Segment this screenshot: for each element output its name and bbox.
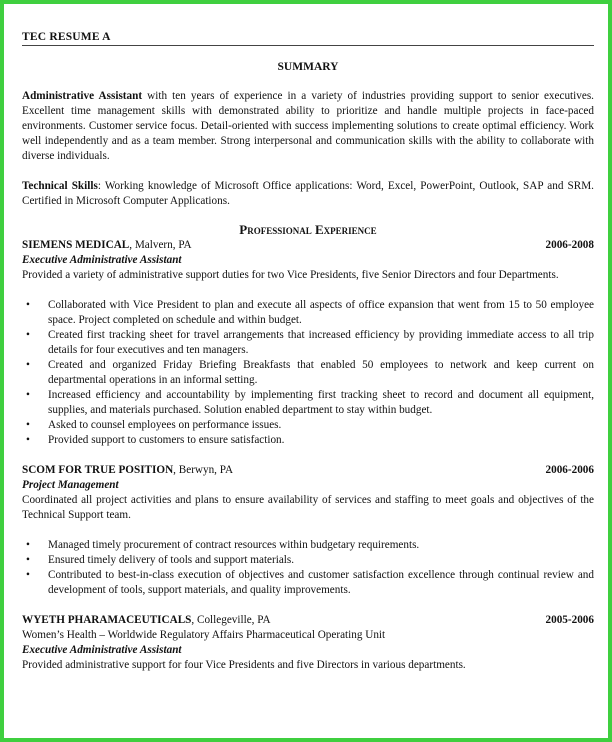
job-location: , Malvern, PA bbox=[129, 239, 192, 251]
document-title: TEC RESUME A bbox=[22, 30, 594, 46]
bullet-item: • Ensured timely delivery of tools and support materials. bbox=[22, 553, 594, 568]
job-description: Provided a variety of administrative support duties for two Vice Presidents, five Senior Directors and four Departments. bbox=[22, 269, 559, 281]
summary-paragraph bbox=[22, 89, 594, 164]
job-company: SIEMENS MEDICAL bbox=[22, 239, 130, 251]
bullet-item: • Managed timely procurement of contract resources within budgetary requirements. bbox=[22, 538, 594, 553]
summary-heading: SUMMARY bbox=[277, 61, 339, 73]
bullet-item: • Provided support to customers to ensure satisfaction. bbox=[22, 433, 594, 448]
summary-lead: Administrative Assistant bbox=[22, 90, 143, 102]
job-entry bbox=[22, 613, 594, 673]
resume-page bbox=[22, 30, 594, 673]
job-header bbox=[22, 463, 594, 478]
job-company: SCOM FOR TRUE POSITION bbox=[22, 464, 174, 476]
bullet-item: • Collaborated with Vice President to plan and execute all aspects of office expansion that went from 15 to 50 employee space. Project completed on schedule and within budget. bbox=[22, 298, 594, 328]
job-company: WYETH PHARAMACEUTICALS bbox=[22, 614, 192, 626]
bullet-item: • Created and organized Friday Briefing Breakfasts that enabled 50 employees to network and keep current on departmental operations in an informal setting. bbox=[22, 358, 594, 388]
job-description: Coordinated all project activities and plans to ensure availability of services and staffing to meet goals and objectives of the Technical Support team. bbox=[22, 494, 594, 521]
job-entry bbox=[22, 238, 594, 448]
job-header bbox=[22, 613, 594, 628]
job-years: 2006-2008 bbox=[545, 239, 594, 251]
job-years: 2005-2006 bbox=[545, 614, 594, 626]
job-years: 2006-2006 bbox=[545, 464, 594, 476]
job-role: Executive Administrative Assistant bbox=[22, 644, 182, 656]
job-entry bbox=[22, 463, 594, 598]
job-role: Project Management bbox=[22, 479, 119, 491]
bullet-item: • Contributed to best-in-class execution of objectives and customer satisfaction excellence through continual review and development of tools, support materials, and quality improvements. bbox=[22, 568, 594, 598]
bullet-item: • Created first tracking sheet for travel arrangements that increased efficiency by providing immediate access to all trip details for four executives and ten managers. bbox=[22, 328, 594, 358]
job-header bbox=[22, 238, 594, 253]
job-role: Executive Administrative Assistant bbox=[22, 254, 182, 266]
job-location: , Collegeville, PA bbox=[191, 614, 271, 626]
technical-skills-text: : Working knowledge of Microsoft Office applications: Word, Excel, PowerPoint, Outlook, SAP and SRM. Certified in Microsoft Computer Applications. bbox=[22, 180, 594, 207]
experience-heading: Professional Experience bbox=[239, 222, 377, 237]
bullet-item: • Asked to counsel employees on performance issues. bbox=[22, 418, 594, 433]
summary-text: with ten years of experience in a variety of industries providing support to senior executives. Excellent time management skills with demonstrated ability to prioritize and handle multiple projects in face-paced environments. Customer service focus. Detail-oriented with success implementing solutions to create optimal efficiency. Work well independently and as a team member. Strong interpersonal and communication skills with the ability to collaborate with diverse individuals. bbox=[22, 90, 594, 162]
job-bullets bbox=[22, 538, 594, 598]
job-description: Provided administrative support for four Vice Presidents and five Directors in various departments. bbox=[22, 659, 466, 671]
job-bullets bbox=[22, 298, 594, 448]
job-location: , Berwyn, PA bbox=[173, 464, 234, 476]
bullet-item: • Increased efficiency and accountability by implementing first tracking sheet to record and document all equipment, supplies, and materials purchased. Solution enabled department to stay within budget. bbox=[22, 388, 594, 418]
technical-skills-label: Technical Skills bbox=[22, 180, 98, 192]
technical-skills bbox=[22, 179, 594, 209]
job-subtitle: Women’s Health – Worldwide Regulatory Affairs Pharmaceutical Operating Unit bbox=[22, 629, 386, 641]
